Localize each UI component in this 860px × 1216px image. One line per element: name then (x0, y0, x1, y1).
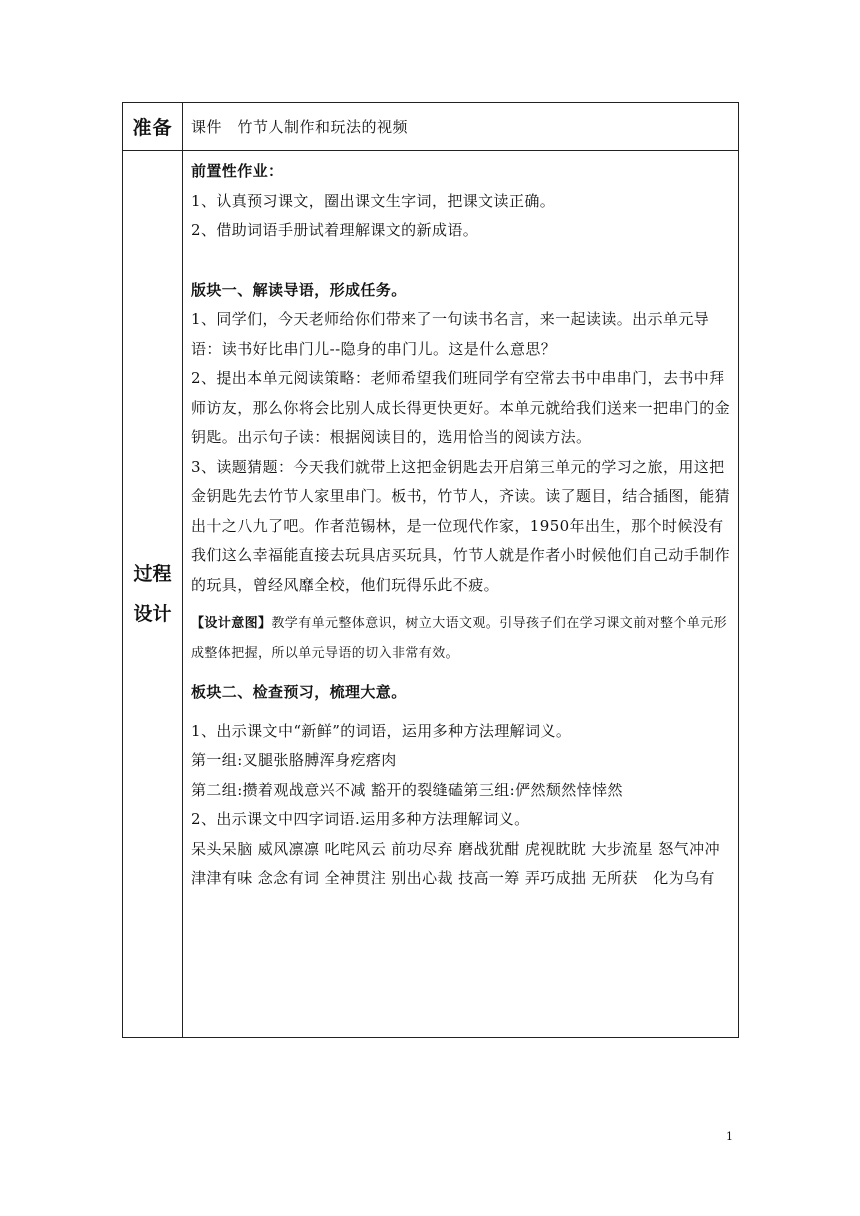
block2-word-group: 第一组:叉腿张胳膊浑身疙瘩肉 (191, 751, 397, 769)
block1-paragraph: 2、提出本单元阅读策略：老师希望我们班同学有空常去书中串串门，去书中拜师访友，那么你将会比别人成长得更快更好。本单元就给我们送来一把串门的金钥匙。出示句子读：根据阅读目的，选用恰当的阅读方法。 (191, 369, 731, 446)
page-number: 1 (726, 1130, 733, 1143)
block2-word-group: 第二组:攒着观战意兴不减 豁开的裂缝磕第三组:俨然颓然悻悻然 (191, 780, 623, 799)
process-label (123, 151, 183, 1038)
block1-paragraph: 1、同学们，今天老师给你们带来了一句读书名言，来一起读读。出示单元导语：读书好比串门儿--隐身的串门儿。这是什么意思？ (191, 310, 710, 358)
lesson-plan-table (122, 102, 739, 1038)
pre-homework-title: 前置性作业： (191, 162, 284, 180)
pre-homework-item: 2、借助词语手册试着理解课文的新成语。 (191, 221, 479, 239)
process-label-line2: 设计 (133, 603, 172, 625)
process-content (183, 151, 739, 1038)
design-intent-text: 教学有单元整体意识，树立大语文观。引导孩子们在学习课文前对整个单元形成整体把握，所以单元导语的切入非常有效。 (191, 616, 728, 661)
prep-row (123, 103, 739, 151)
block1-paragraph: 3、读题猜题：今天我们就带上这把金钥匙去开启第三单元的学习之旅，用这把金钥匙先去竹节人家里串门。板书，竹节人，齐读。读了题目，结合插图，能猜出十之八九了吧。作者范锡林，是一位现代作家，1950年出生，那个时候没有我们这么幸福能直接去玩具店买玩具，竹节人就是作者小时候他们自己动手制作的玩具，曾经风靡全校，他们玩得乐此不疲。 (191, 457, 731, 594)
process-row (123, 151, 739, 1038)
design-intent-note (191, 609, 732, 669)
block2-paragraph: 2、出示课文中四字词语.运用多种方法理解词义。 (191, 810, 530, 828)
pre-homework-item: 1、认真预习课文，圈出课文生字词，把课文读正确。 (191, 191, 556, 210)
block2-title: 板块二、检查预习，梳理大意。 (191, 683, 407, 701)
prep-content: 课件 竹节人制作和玩法的视频 (183, 103, 739, 151)
block2-idiom-list: 呆头呆脑 威风凛凛 叱咤风云 前功尽弃 磨战犹酣 虎视眈眈 大步流星 怒气冲冲津津有味 念念有词 全神贯注 别出心裁 技高一筹 弄巧成拙 无所获 化为乌有 (191, 839, 720, 887)
block1-title: 版块一、解读导语，形成任务。 (191, 280, 407, 299)
block2-paragraph: 1、出示课文中“新鲜”的词语，运用多种方法理解词义。 (191, 721, 572, 740)
process-label-line1: 过程 (133, 563, 172, 585)
design-intent-tag: 【设计意图】 (191, 616, 272, 631)
prep-label: 准备 (123, 103, 183, 151)
